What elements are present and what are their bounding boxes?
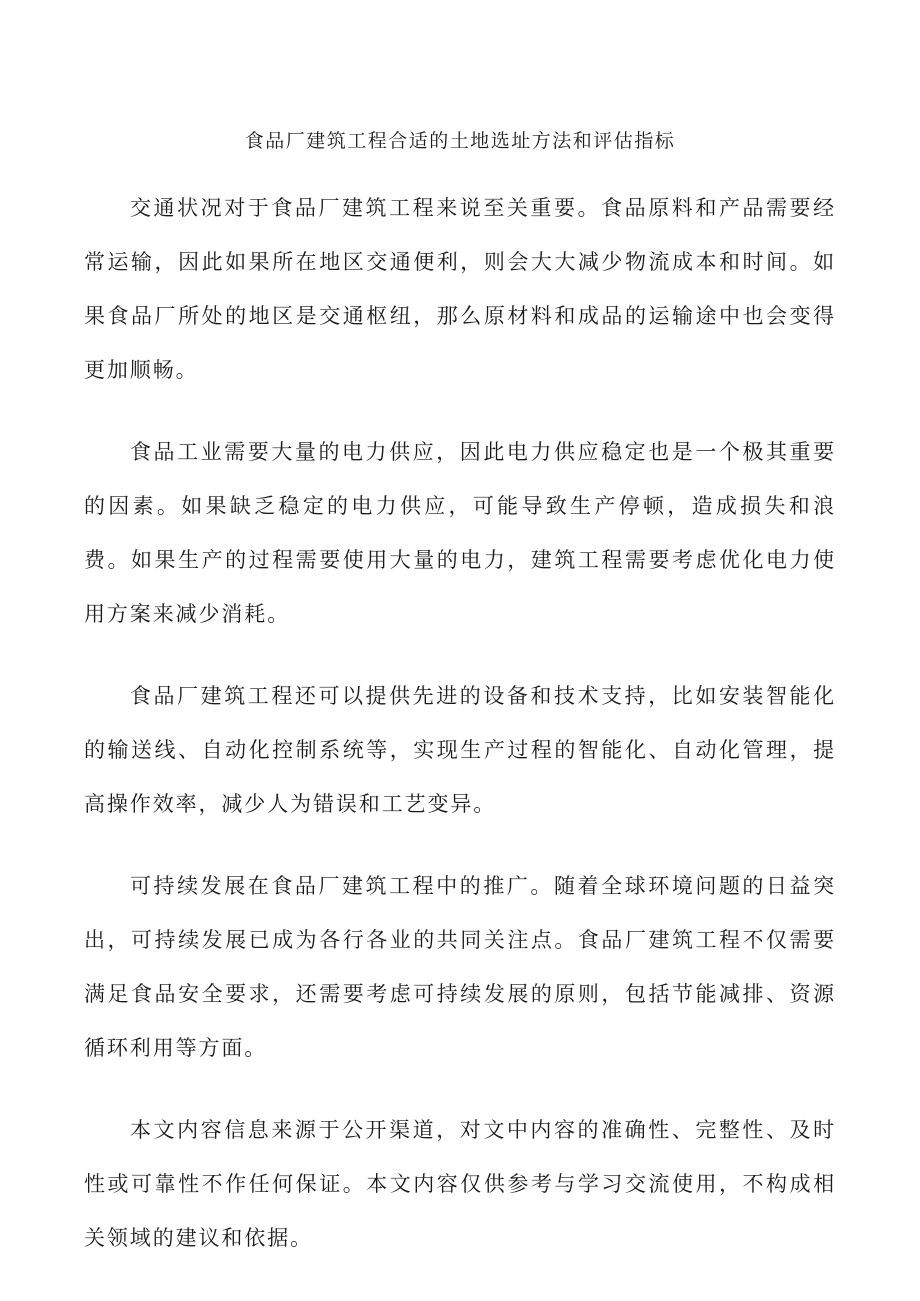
- paragraph-power-supply: 食品工业需要大量的电力供应，因此电力供应稳定也是一个极其重要的因素。如果缺乏稳定的电力供应，可能导致生产停顿，造成损失和浪费。如果生产的过程需要使用大量的电力，建筑工程需要考虑优化电力使用方案来减少消耗。: [84, 440, 836, 626]
- document-body: [84, 181, 836, 1293]
- paragraph-sustainability: 可持续发展在食品厂建筑工程中的推广。随着全球环境问题的日益突出，可持续发展已成为各行各业的共同关注点。食品厂建筑工程不仅需要满足食品安全要求，还需要考虑可持续发展的原则，包括节能减排、资源循环利用等方面。: [84, 874, 836, 1060]
- paragraph-transportation: 交通状况对于食品厂建筑工程来说至关重要。食品原料和产品需要经常运输，因此如果所在地区交通便利，则会大大减少物流成本和时间。如果食品厂所处的地区是交通枢纽，那么原材料和成品的运输途中也会变得更加顺畅。: [84, 196, 836, 382]
- document-title: 食品厂建筑工程合适的土地选址方法和评估指标: [244, 130, 676, 152]
- paragraph-disclaimer: 本文内容信息来源于公开渠道，对文中内容的准确性、完整性、及时性或可靠性不作任何保证。本文内容仅供参考与学习交流使用，不构成相关领域的建议和依据。: [84, 1118, 836, 1250]
- paragraph-equipment-technology: 食品厂建筑工程还可以提供先进的设备和技术支持，比如安装智能化的输送线、自动化控制系统等，实现生产过程的智能化、自动化管理，提高操作效率，减少人为错误和工艺变异。: [84, 684, 836, 816]
